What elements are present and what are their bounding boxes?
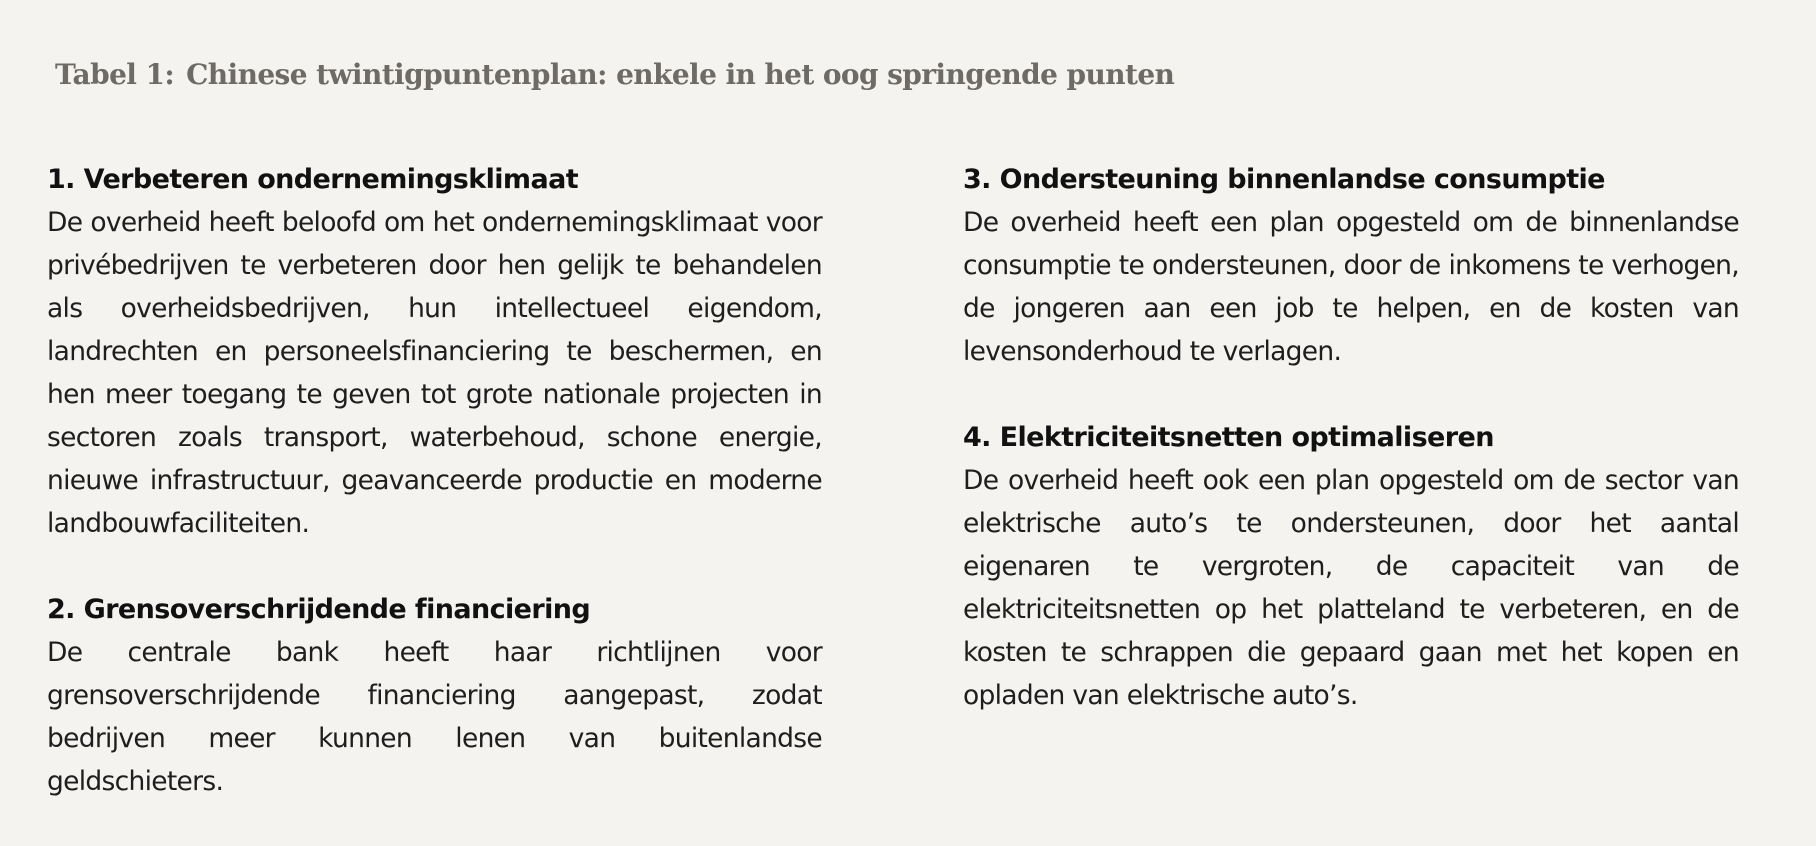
section-1-body: De overheid heeft beloofd om het ondernemingsklimaat voor privébedrijven te verbeteren door hen gelijk te behandelen als overheidsbedrijven, hun intellectueel eigendom, landrechten en personeelsfinanciering te beschermen, en hen meer toegang te geven tot grote nationale projecten in sectoren zoals transport, waterbehoud, schone energie, nieuwe infrastructuur, geavanceerde productie en moderne landbouwfaciliteiten.: [47, 207, 822, 539]
section-1: [47, 158, 822, 545]
table-number-label: Tabel 1:: [55, 58, 175, 91]
section-3: [963, 158, 1739, 373]
section-4-body: De overheid heeft ook een plan opgesteld om de sector van elektrische auto’s te ondersteunen, door het aantal eigenaren te vergroten, de capaciteit van de elektriciteitsnetten op het platteland te verbeteren, en de kosten te schrappen die gepaard gaan met het kopen en opladen van elektrische auto’s.: [963, 465, 1739, 711]
table-title: [55, 58, 1174, 91]
section-1-heading: 1. Verbeteren ondernemingsklimaat: [47, 164, 579, 195]
section-2-body: De centrale bank heeft haar richtlijnen voor grensoverschrijdende financiering aangepast, zodat bedrijven meer kunnen lenen van buitenlandse geldschieters.: [47, 637, 822, 797]
section-3-heading: 3. Ondersteuning binnenlandse consumptie: [963, 164, 1605, 195]
section-2-heading: 2. Grensoverschrijdende financiering: [47, 594, 591, 625]
section-3-body: De overheid heeft een plan opgesteld om de binnenlandse consumptie te ondersteunen, door de inkomens te verhogen, de jongeren aan een job te helpen, en de kosten van levensonderhoud te verlagen.: [963, 207, 1739, 367]
section-4-heading: 4. Elektriciteitsnetten optimaliseren: [963, 422, 1494, 453]
section-4: [963, 416, 1739, 717]
left-column: [47, 158, 822, 846]
right-column: [963, 158, 1739, 760]
section-2: [47, 588, 822, 803]
table-title-text: Chinese twintigpuntenplan: enkele in het oog springende punten: [186, 58, 1175, 91]
